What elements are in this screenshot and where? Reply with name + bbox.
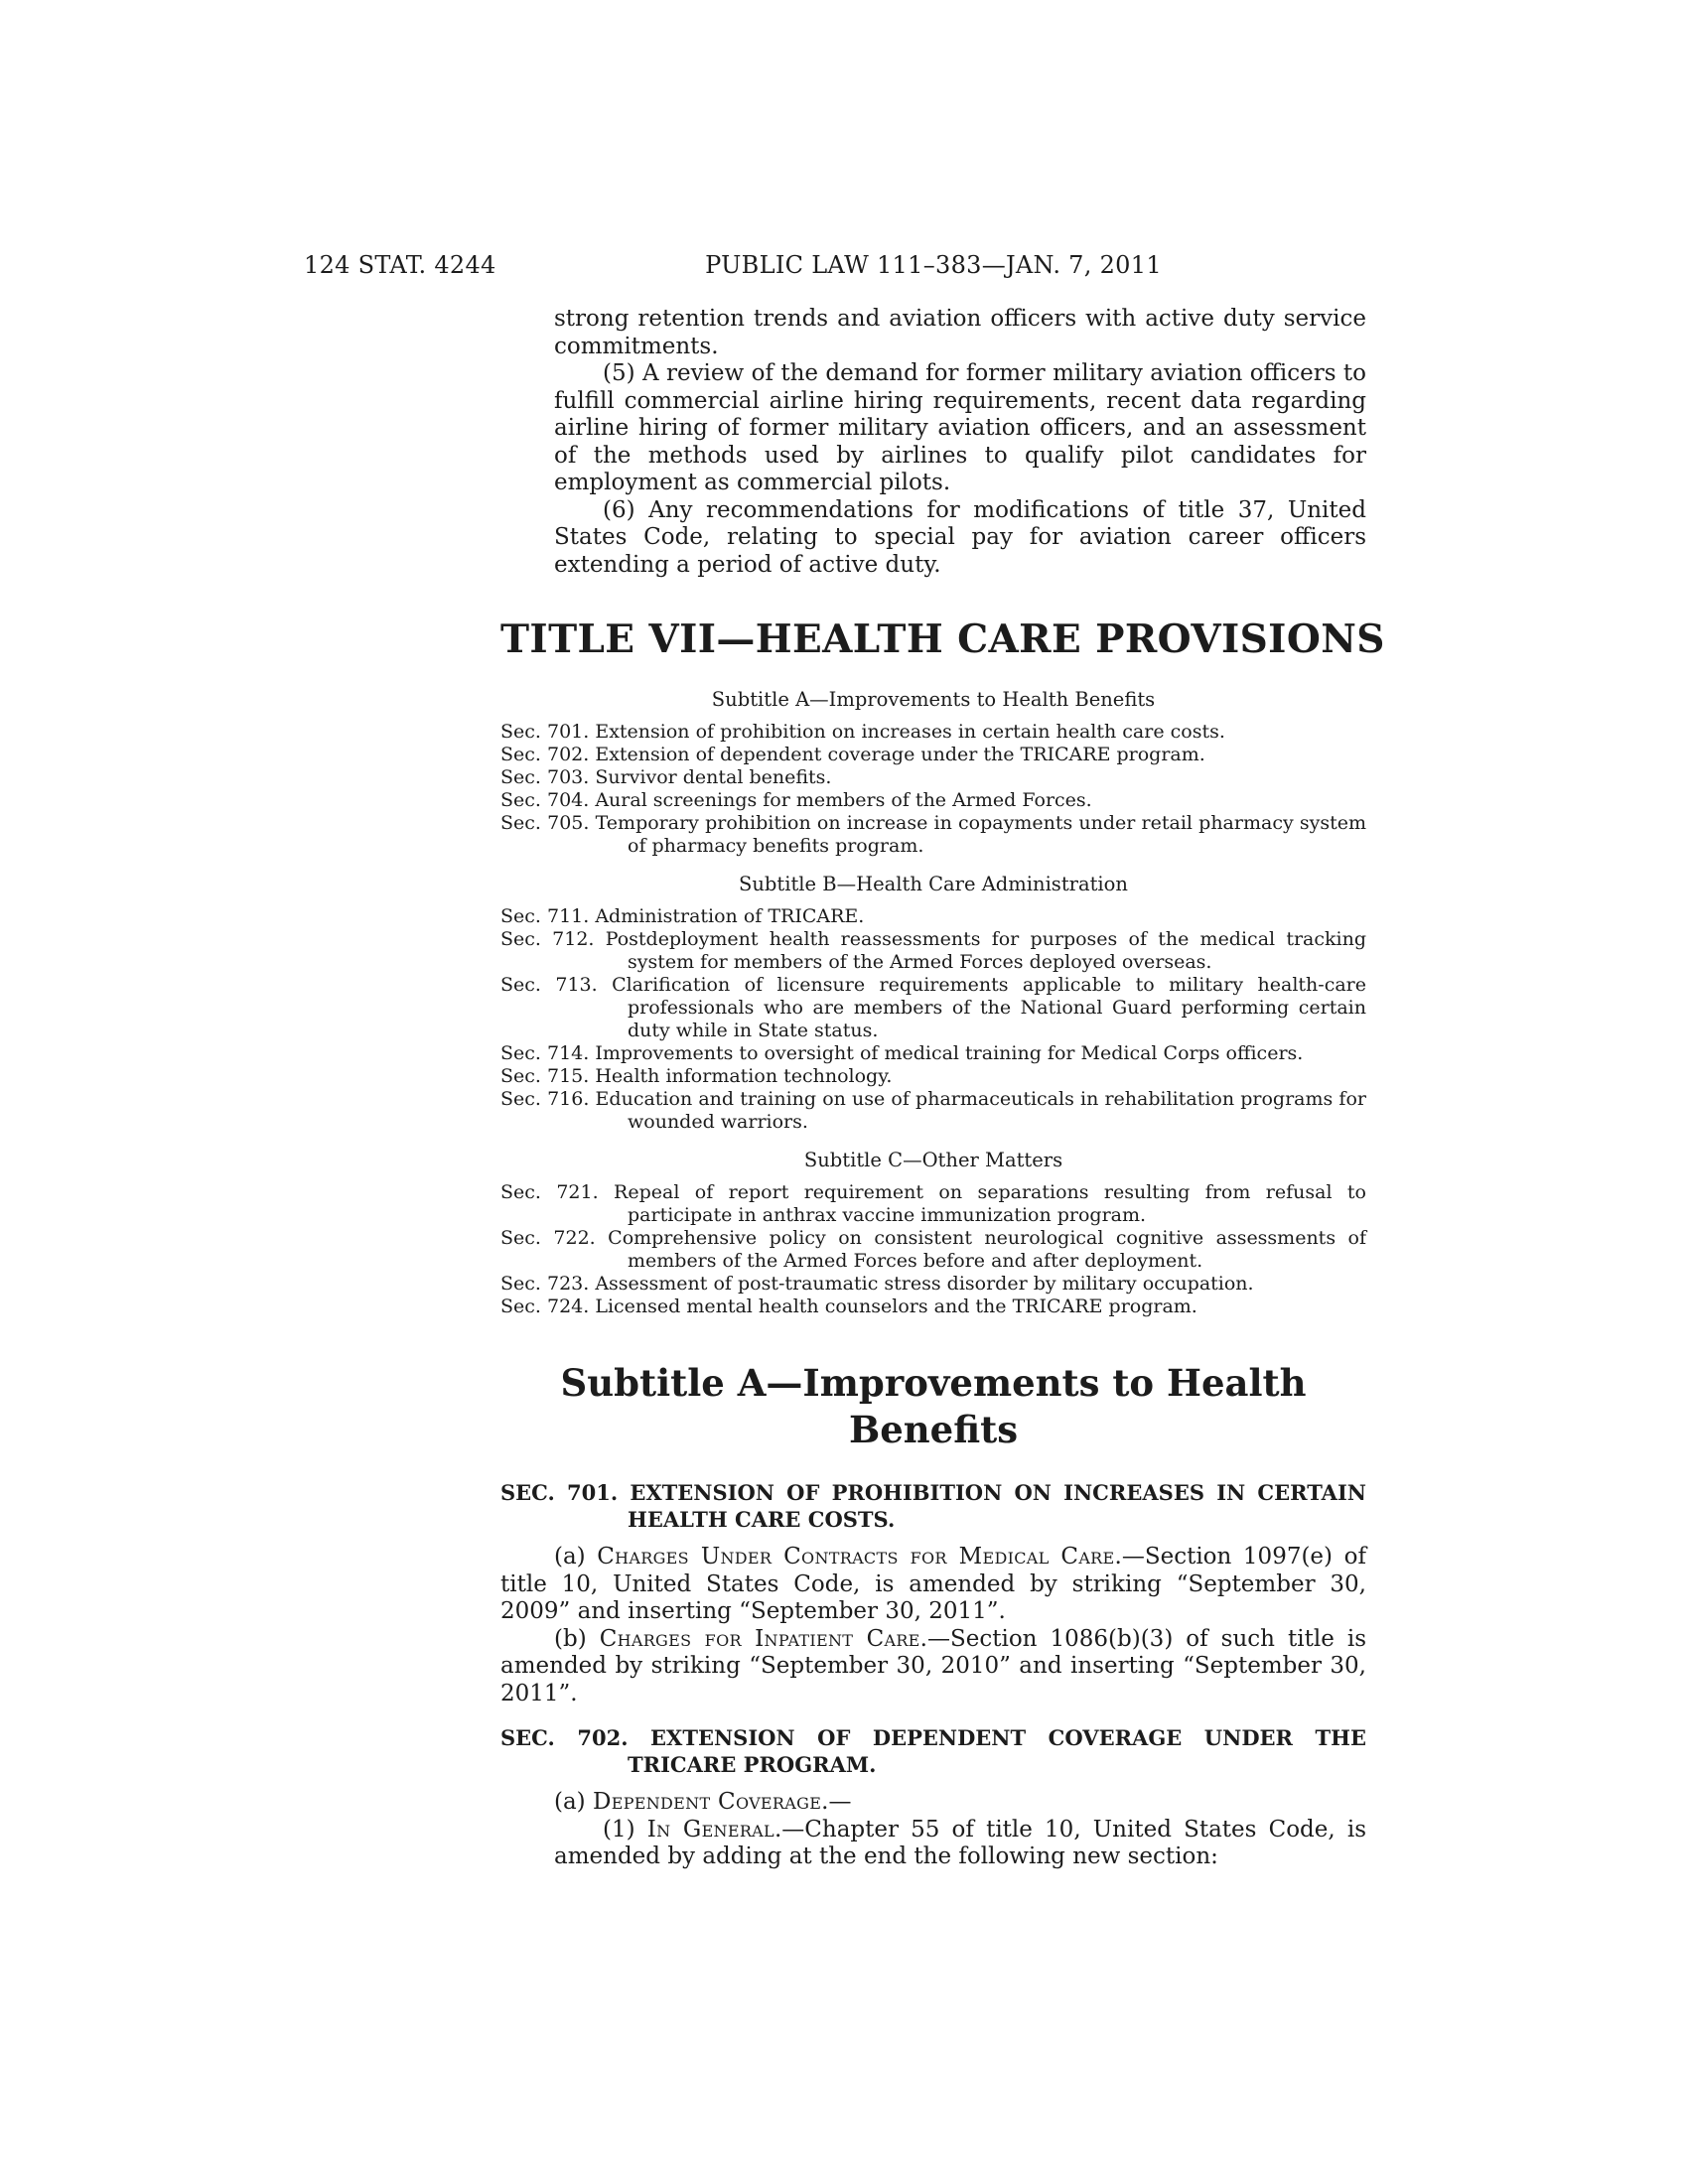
public-law-title: PUBLIC LAW 111–383—JAN. 7, 2011 [705, 251, 1162, 279]
sec-701-para-b [500, 1626, 1366, 1708]
text-segment: .—Chapter 55 of title 10, United States Code, is amended by adding at the end the following new section: [554, 1816, 1367, 1869]
running-head [0, 251, 1688, 285]
text-segment: (b) [554, 1625, 600, 1652]
toc-subtitle-a: Subtitle A—Improvements to Health Benefits [711, 688, 1156, 711]
sec-701-para-a [500, 1544, 1366, 1626]
sec-702-para-a1 [554, 1817, 1366, 1871]
text-segment-smallcaps: Charges Under Contracts for Medical Care [597, 1544, 1115, 1570]
text-segment: (1) [603, 1816, 647, 1843]
toc-entry: Sec. 705. Temporary prohibition on increase in copayments under retail pharmacy system of pharmacy benefits program. [500, 812, 1366, 857]
toc-entry: Sec. 724. Licensed mental health counselors and the TRICARE program. [500, 1296, 1197, 1317]
paragraph-6: (6) Any recommendations for modifications of title 37, United States Code, relating to special pay for aviation career officers extending a period of active duty. [554, 496, 1366, 578]
toc-subtitle-b: Subtitle B—Health Care Administration [739, 873, 1128, 895]
toc-entry: Sec. 703. Survivor dental benefits. [500, 766, 832, 788]
title-vii-heading: TITLE VII—HEALTH CARE PROVISIONS [500, 616, 1385, 662]
table-of-contents [500, 688, 1366, 1318]
toc-entry: Sec. 714. Improvements to oversight of medical training for Medical Corps officers. [500, 1042, 1304, 1064]
sec-702-heading: SEC. 702. EXTENSION OF DEPENDENT COVERAGE UNDER THE TRICARE PROGRAM. [500, 1725, 1366, 1777]
stat-page-number: 124 STAT. 4244 [304, 251, 496, 279]
sec-701-heading: SEC. 701. EXTENSION OF PROHIBITION ON INCREASES IN CERTAIN HEALTH CARE COSTS. [500, 1480, 1366, 1532]
text-segment: .—Section 1086(b)(3) of such title is amended by striking “September 30, 2010” and inserting “September 30, 2011”. [500, 1625, 1366, 1706]
text-segment-smallcaps: Charges for Inpatient Care [599, 1625, 920, 1652]
toc-entry: Sec. 716. Education and training on use of pharmaceuticals in rehabilitation programs for wounded warriors. [500, 1088, 1366, 1133]
toc-entry: Sec. 713. Clarification of licensure requirements applicable to military health-care professionals who are members of the National Guard performing certain duty while in State status. [500, 974, 1366, 1041]
toc-entry: Sec. 702. Extension of dependent coverage under the TRICARE program. [500, 744, 1205, 765]
text-segment-smallcaps: In General [646, 1816, 774, 1843]
toc-entry: Sec. 711. Administration of TRICARE. [500, 905, 865, 927]
toc-entry: Sec. 721. Repeal of report requirement on separations resulting from refusal to participate in anthrax vaccine immunization program. [500, 1181, 1366, 1226]
toc-entry: Sec. 715. Health information technology. [500, 1065, 893, 1087]
text-segment: .— [821, 1789, 852, 1815]
toc-entry: Sec. 722. Comprehensive policy on consistent neurological cognitive assessments of members of the Armed Forces before and after deployment. [500, 1227, 1366, 1272]
text-segment: (a) [554, 1544, 598, 1570]
toc-entry: Sec. 723. Assessment of post-traumatic stress disorder by military occupation. [500, 1273, 1254, 1295]
sec-702-para-a [500, 1789, 1366, 1817]
text-segment-smallcaps: Dependent Coverage [592, 1789, 822, 1815]
subtitle-a-heading: Subtitle A—Improvements to Health Benefits [560, 1361, 1307, 1451]
text-segment: .—Section 1097(e) of title 10, United States Code, is amended by striking “September 30, 2009” and inserting “September 30, 2011”. [500, 1544, 1366, 1624]
sec-702-body [500, 1789, 1366, 1871]
text-segment: (a) [554, 1789, 593, 1815]
toc-entry: Sec. 701. Extension of prohibition on increases in certain health care costs. [500, 721, 1225, 743]
toc-entry: Sec. 704. Aural screenings for members of the Armed Forces. [500, 789, 1092, 811]
sec-701-body [500, 1544, 1366, 1707]
toc-subtitle-c: Subtitle C—Other Matters [803, 1149, 1063, 1171]
page-body [500, 306, 1385, 1871]
toc-entry: Sec. 712. Postdeployment health reassessments for purposes of the medical tracking system for members of the Armed Forces deployed overseas. [500, 928, 1366, 973]
paragraph-continuation: strong retention trends and aviation officers with active duty service commitments. [554, 306, 1366, 359]
intro-paragraphs [554, 306, 1366, 579]
paragraph-5: (5) A review of the demand for former military aviation officers to fulfill commercial airline hiring requirements, recent data regarding airline hiring of former military aviation officers, and an assessment of the methods used by airlines to qualify pilot candidates for employment as commercial pilots. [554, 360, 1366, 495]
